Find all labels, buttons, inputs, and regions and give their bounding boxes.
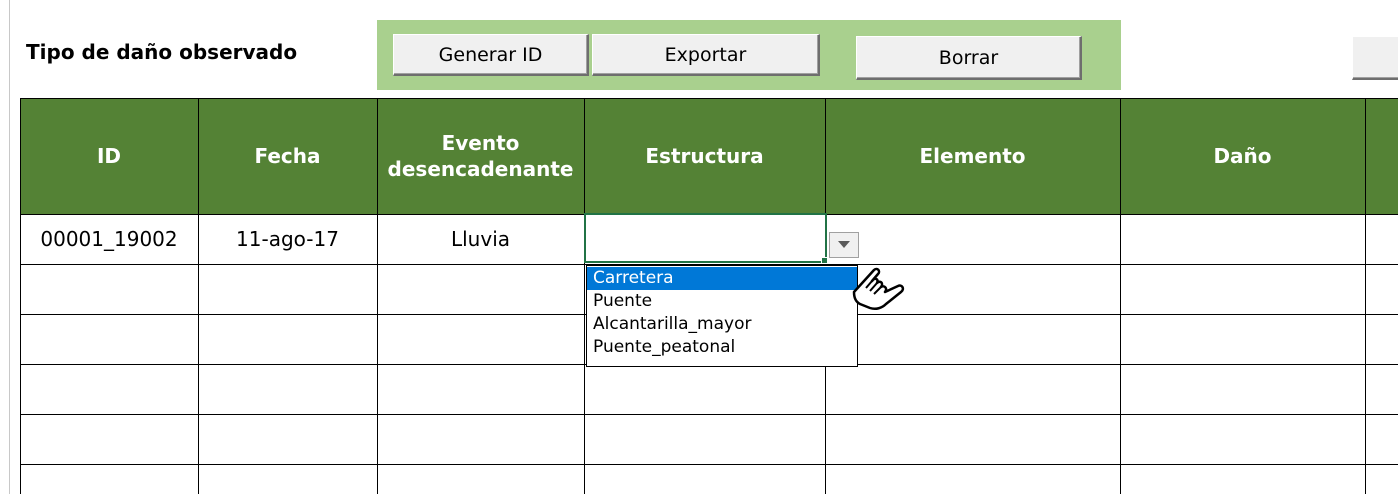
fill-handle[interactable] [821, 257, 828, 264]
grid-column-line [20, 98, 21, 494]
export-button[interactable]: Exportar [592, 34, 820, 76]
cell-estructura-active[interactable] [584, 213, 827, 263]
dropdown-arrow-button[interactable] [829, 232, 859, 258]
dropdown-option[interactable]: Puente [593, 291, 653, 311]
sheet-title: Tipo de daño observado [26, 40, 298, 64]
estructura-dropdown-list[interactable] [586, 265, 858, 367]
cell-evento[interactable]: Lluvia [450, 227, 511, 251]
row-header-strip [0, 0, 10, 494]
grid-column-line [1120, 98, 1121, 494]
dropdown-option[interactable]: Alcantarilla_mayor [593, 314, 752, 334]
generate-id-button[interactable]: Generar ID [393, 34, 589, 76]
grid-column-line [1365, 98, 1366, 494]
dropdown-option[interactable]: Puente_peatonal [593, 337, 736, 357]
header-evento-line2: desencadenante [387, 157, 574, 181]
grid-column-line [584, 98, 585, 494]
grid-row-line [20, 464, 1398, 465]
header-dano: Daño [1213, 144, 1272, 168]
clear-button[interactable]: Borrar [856, 36, 1082, 80]
dropdown-option[interactable]: Carretera [587, 267, 857, 290]
chevron-down-icon [838, 241, 850, 249]
grid-column-line [377, 98, 378, 494]
grid-row-line [20, 414, 1398, 415]
header-evento [377, 98, 584, 214]
header-elemento: Elemento [919, 144, 1026, 168]
cell-id[interactable]: 00001_19002 [40, 227, 178, 251]
grid-column-line [198, 98, 199, 494]
header-id: ID [96, 144, 122, 168]
grid-row-line [20, 98, 1398, 99]
header-estructura: Estructura [645, 144, 764, 168]
cell-fecha[interactable]: 11-ago-17 [236, 227, 339, 251]
extra-button[interactable] [1352, 36, 1398, 80]
header-fecha: Fecha [254, 144, 321, 168]
header-evento-line1: Evento [441, 131, 520, 155]
cell-elemento[interactable] [825, 214, 1120, 264]
hand-pointer-icon [848, 262, 912, 316]
cell-dano[interactable] [1120, 214, 1365, 264]
